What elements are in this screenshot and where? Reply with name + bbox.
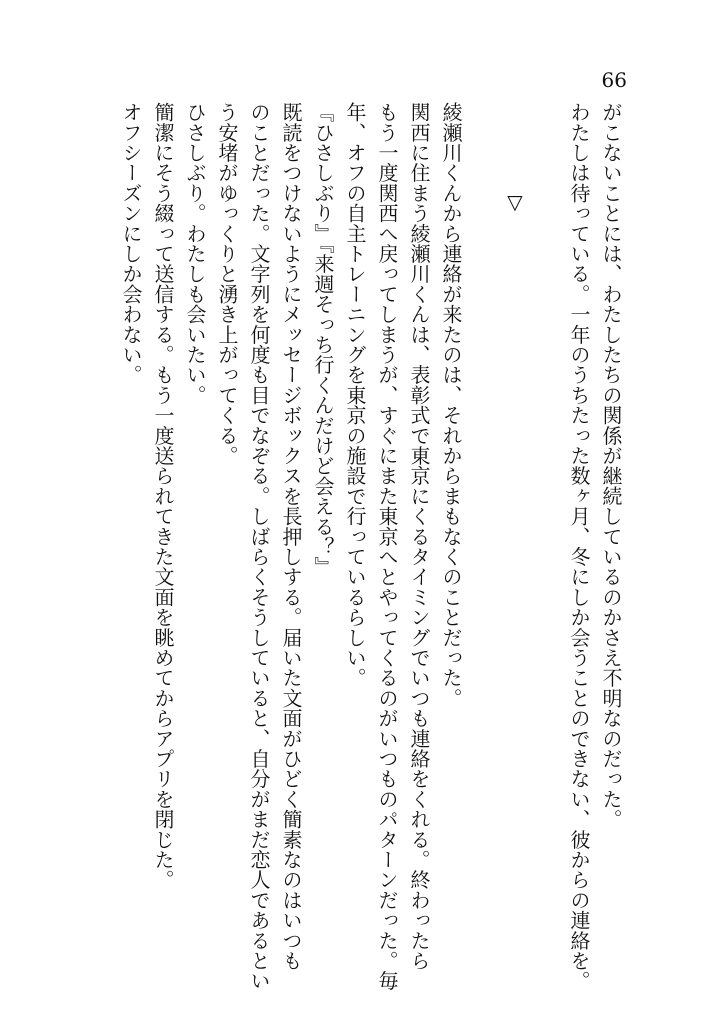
vertical-text-body (115, 102, 627, 991)
text-line: 年、オフの自主トレーニングを東京の施設で行っているらしい。 (343, 102, 367, 688)
blank-line (467, 102, 499, 932)
text-line: のことだった。文字列を何度も目でなぞる。しばらくそうしていると、自分がまだ恋人であるとい (247, 102, 271, 991)
text-line: もう一度関西へ戻ってしまうが、すぐにまた東京へとやってくるのがいつものパターンだった。毎 (375, 102, 399, 991)
text-line: オフシーズンにしか会わない。 (119, 102, 143, 385)
section-break-marker: ▽ (503, 190, 527, 215)
text-line: う安堵がゆっくりと湧き上がってくる。 (215, 102, 239, 466)
page-number: 66 (601, 68, 627, 92)
text-line: 綾瀬川くんから連絡が来たのは、それからまもなくのことだった。 (439, 102, 463, 708)
text-line: 既読をつけないようにメッセージボックスを長押しする。届いた文面がひどく簡素なのはいつも (279, 102, 303, 971)
text-line: 関西に住まう綾瀬川くんは、表彰式で東京にくるタイミングでいつも連絡をくれる。終わったら (407, 102, 431, 971)
text-line: わたしは待っている。一年のうちたった数ヶ月、冬にしか会うことのできない、彼からの連絡を。 (567, 102, 591, 991)
text-line: がこないことには、わたしたちの関係が継続しているのかさえ不明なのだった。 (599, 102, 623, 830)
blank-line (531, 102, 563, 932)
text-line: 『ひさしぶり』『来週そっち行くんだけど会える？』 (311, 102, 335, 577)
text-line: ひさしぶり。わたしも会いたい。 (183, 102, 207, 405)
text-line: 簡潔にそう綴って送信する。もう一度送られてきた文面を眺めてからアプリを閉じた。 (151, 102, 175, 890)
